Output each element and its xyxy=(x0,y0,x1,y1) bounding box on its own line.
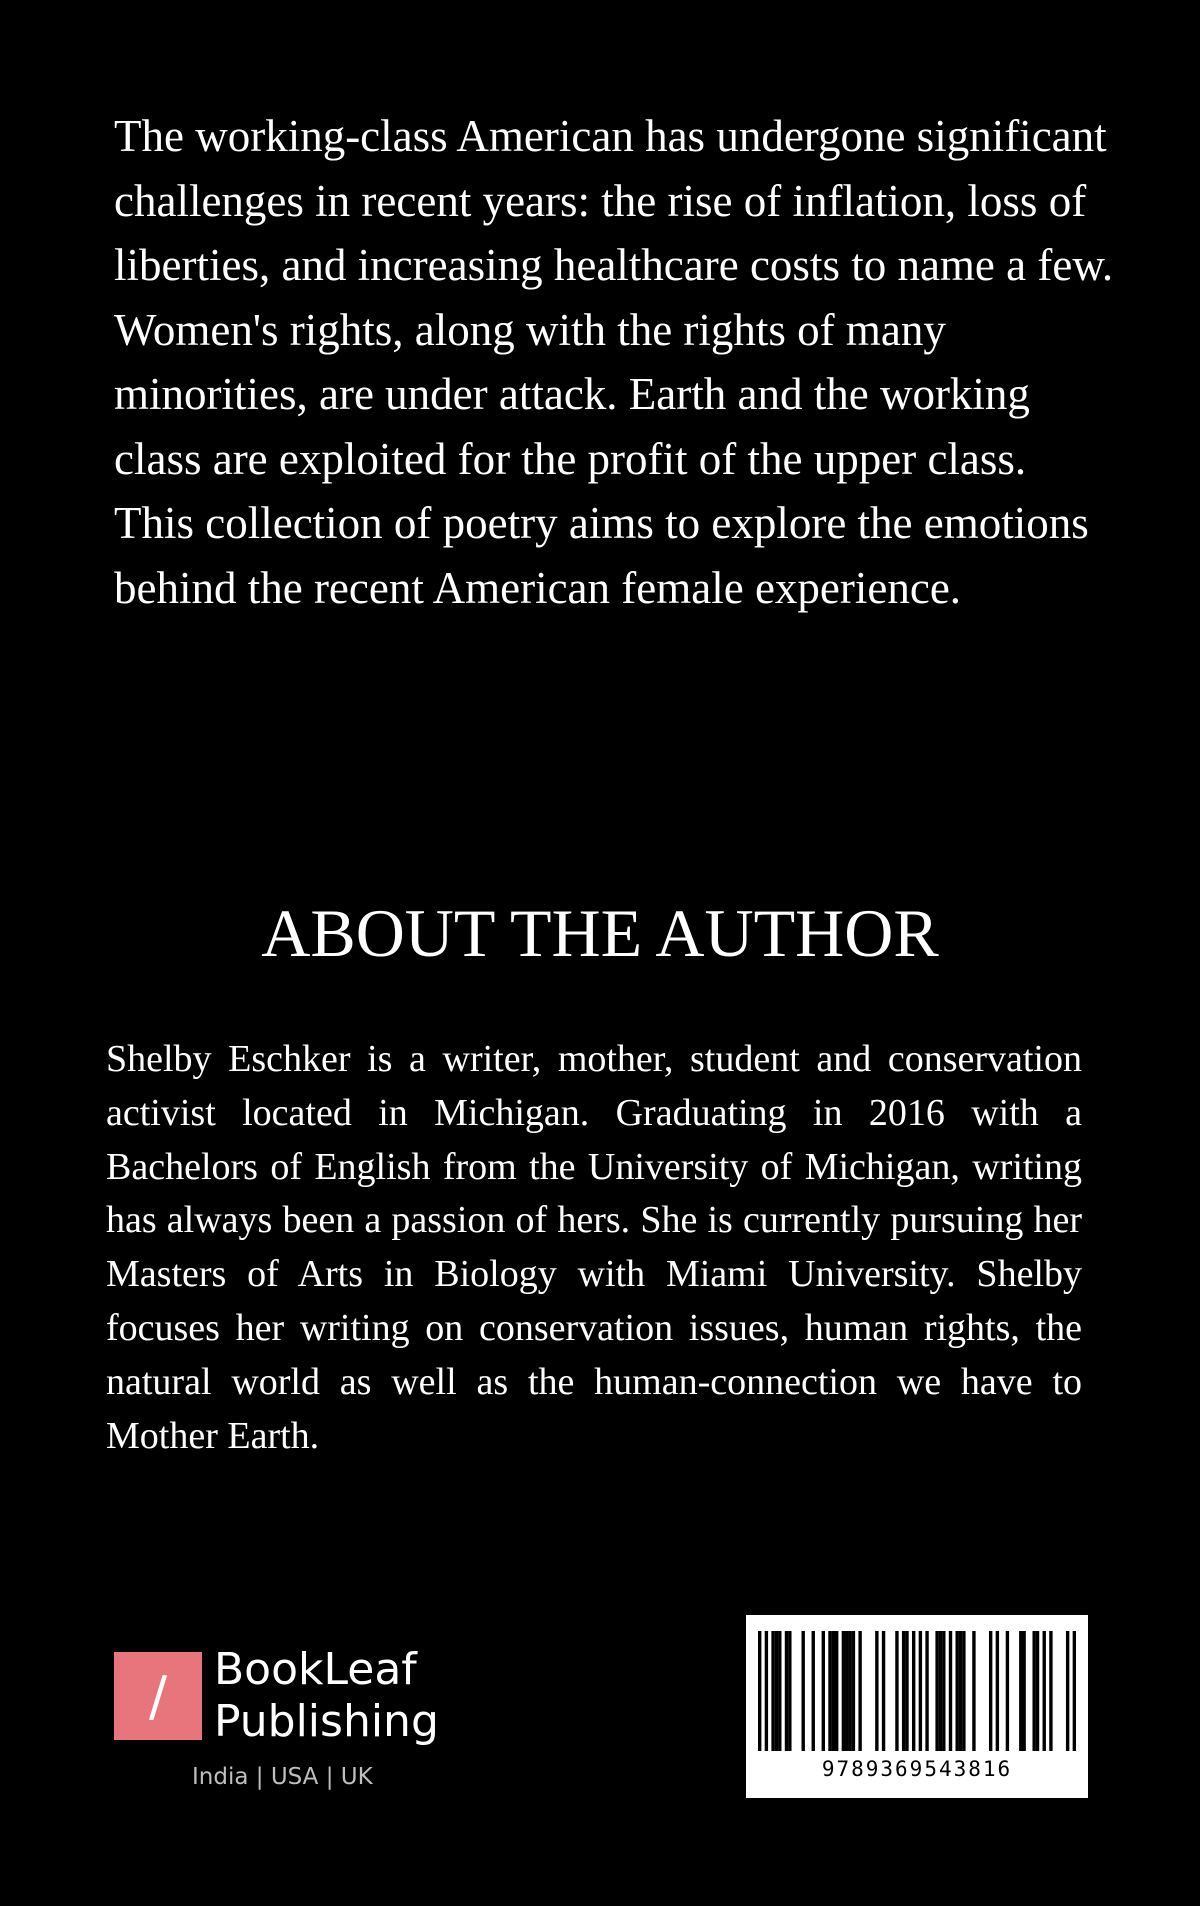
barcode-bar xyxy=(1073,1631,1076,1751)
barcode-bar xyxy=(842,1631,845,1751)
barcode-bar xyxy=(758,1631,761,1751)
barcode-bar xyxy=(962,1631,965,1751)
barcode-bar xyxy=(802,1631,805,1751)
logo-slash-mark: / xyxy=(148,1664,168,1728)
barcode-bar xyxy=(882,1631,885,1751)
barcode-bar xyxy=(765,1631,768,1751)
barcode-bar xyxy=(1022,1631,1025,1751)
author-bio: Shelby Eschker is a writer, mother, student and conservation activist located in Michigan. Graduating in 2016 with a Bachelors of English from the University of Michigan, writing has always been a passion of hers. She is currently pursuing her Masters of Arts in Biology with Miami University. Shelby focuses her writing on conservation issues, human rights, the natural world as well as the human-connection we have to Mother Earth. xyxy=(106,1038,1082,1457)
barcode-bars-icon xyxy=(758,1631,1076,1751)
publisher-name-line2: Publishing xyxy=(214,1696,439,1747)
barcode-bar xyxy=(989,1631,992,1751)
barcode-bar xyxy=(848,1631,851,1751)
book-blurb: The working-class American has undergone significant challenges in recent years: the rise of inflation, loss of liberties, and increasing healthcare costs to name a few. Women's rights, along with the rights of many minorities, are under attack. Earth and the working class are exploited for the profit of the upper class. This collection of poetry aims to explore the emotions behind the recent American female experience. xyxy=(114,111,1114,613)
barcode-bar xyxy=(1066,1631,1069,1751)
barcode-bar xyxy=(895,1631,898,1751)
barcode-bar xyxy=(959,1631,962,1751)
about-the-author-heading: ABOUT THE AUTHOR xyxy=(261,895,939,971)
barcode-bar xyxy=(858,1631,861,1751)
barcode-bar xyxy=(828,1631,831,1751)
barcode-bar xyxy=(935,1631,938,1751)
barcode-bar xyxy=(822,1631,825,1751)
barcode-bar xyxy=(925,1631,928,1751)
barcode-bar xyxy=(785,1631,788,1751)
barcode-bar xyxy=(1006,1631,1009,1751)
barcode-bar xyxy=(832,1631,835,1751)
barcode-bar xyxy=(939,1631,942,1751)
barcode-bar xyxy=(1043,1631,1046,1751)
barcode-bar xyxy=(845,1631,848,1751)
barcode-bar xyxy=(905,1631,908,1751)
barcode-bar xyxy=(949,1631,952,1751)
barcode-bar xyxy=(942,1631,945,1751)
barcode-bar xyxy=(1049,1631,1052,1751)
publisher-logo xyxy=(114,1644,474,1802)
barcode-bar xyxy=(775,1631,778,1751)
barcode-bar xyxy=(919,1631,922,1751)
barcode-bar xyxy=(852,1631,855,1751)
barcode-bar xyxy=(875,1631,878,1751)
barcode-bar xyxy=(812,1631,815,1751)
barcode-bar xyxy=(788,1631,791,1751)
barcode-bar xyxy=(835,1631,838,1751)
publisher-regions: India | USA | UK xyxy=(192,1764,373,1790)
isbn-barcode xyxy=(746,1615,1088,1798)
barcode-bar xyxy=(912,1631,915,1751)
publisher-name-line1: BookLeaf xyxy=(214,1644,417,1695)
barcode-bar xyxy=(955,1631,958,1751)
isbn-number: 9789369543816 xyxy=(821,1757,1013,1781)
barcode-bar xyxy=(1036,1631,1039,1751)
barcode-bar xyxy=(1032,1631,1035,1751)
barcode-bar xyxy=(902,1631,905,1751)
barcode-bar xyxy=(771,1631,774,1751)
barcode-bar xyxy=(778,1631,781,1751)
barcode-bar xyxy=(996,1631,999,1751)
publisher-name xyxy=(214,1644,439,1748)
barcode-bar xyxy=(1019,1631,1022,1751)
barcode-bar xyxy=(972,1631,975,1751)
